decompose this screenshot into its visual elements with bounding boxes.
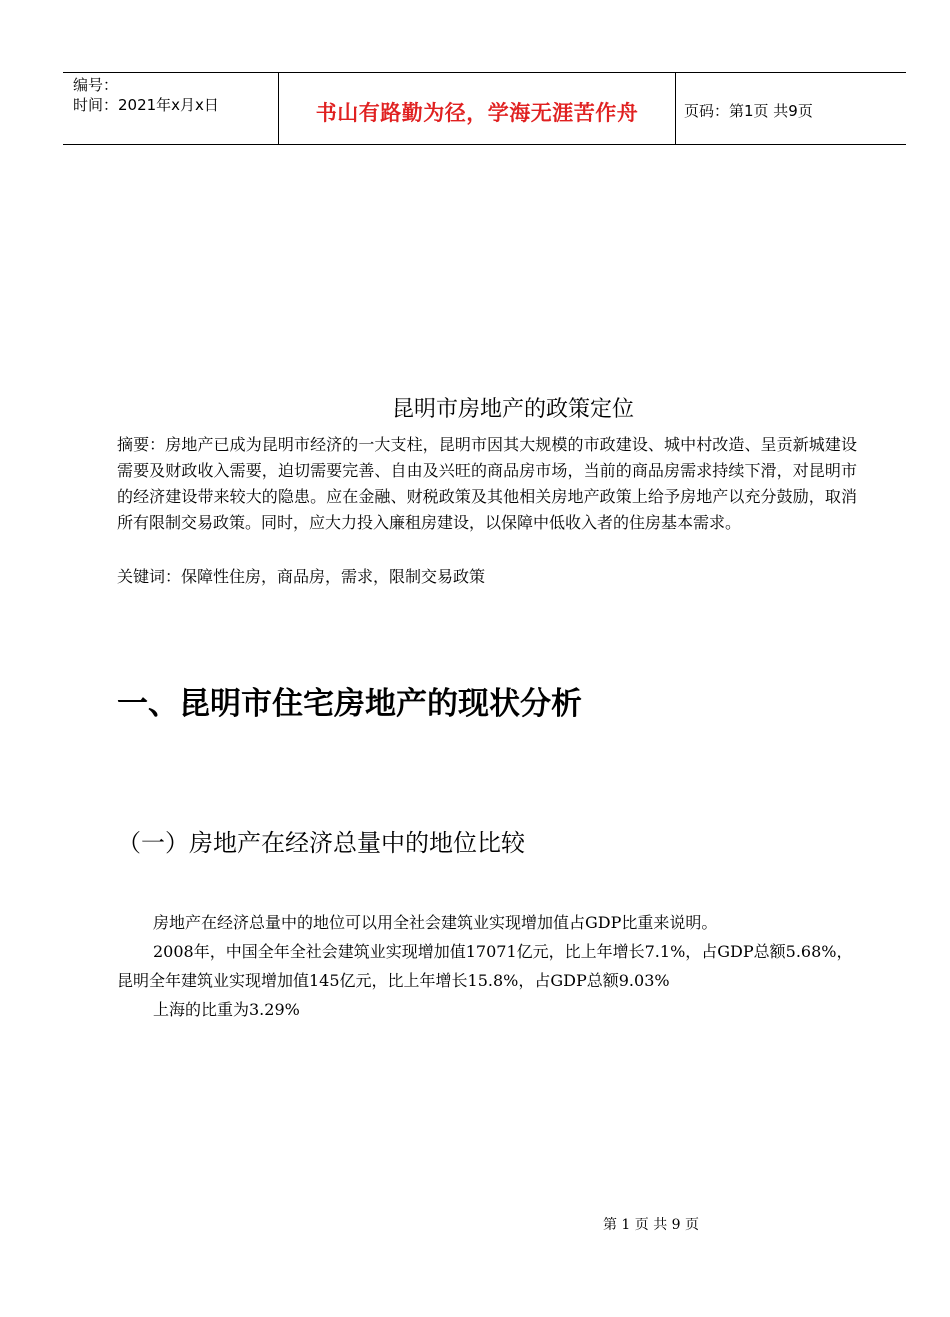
time-label: 时间：2021年x月x日 (73, 96, 219, 114)
number-label: 编号： (73, 76, 119, 94)
page-footer: 第 1 页 共 9 页 (602, 1217, 700, 1233)
abstract-text: 摘要：房地产已成为昆明市经济的一大支柱，昆明市因其大规模的市政建设、城中村改造、呈贡新城建设需要及财政收入需要，迫切需要完善、自由及兴旺的商品房市场，当前的商品房需求持续下滑，对昆明市的经济建设带来较大的隐患。应在金融、财税政策及其他相关房地产政策上给予房地产以充分鼓励，取消所有限制交易政策。同时，应大力投入廉租房建设，以保障中低收入者的住房基本需求。 (117, 435, 857, 532)
section-heading: 一、昆明市住宅房地产的现状分析 (117, 686, 582, 722)
document-title: 昆明市房地产的政策定位 (391, 397, 634, 422)
subsection-heading: （一）房地产在经济总量中的地位比较 (117, 829, 525, 857)
body-paragraph-3: 上海的比重为3.29% (153, 1000, 300, 1019)
motto-text: 书山有路勤为径，学海无涯苦作舟 (315, 101, 639, 125)
header-left-cell (63, 73, 278, 144)
header-table (63, 72, 906, 145)
page-info: 页码：第1页 共9页 (684, 102, 813, 120)
keywords-text: 关键词：保障性住房，商品房，需求，限制交易政策 (117, 567, 486, 586)
body-paragraph-2: 2008年，中国全年全社会建筑业实现增加值17071亿元，比上年增长7.1%，占GDP总额5.68%，昆明全年建筑业实现增加值145亿元，比上年增长15.8%，占GDP总额9.03% (117, 942, 853, 990)
header-motto-cell (278, 73, 676, 144)
header-page-cell (676, 73, 906, 144)
body-paragraph-1: 房地产在经济总量中的地位可以用全社会建筑业实现增加值占GDP比重来说明。 (153, 913, 718, 932)
